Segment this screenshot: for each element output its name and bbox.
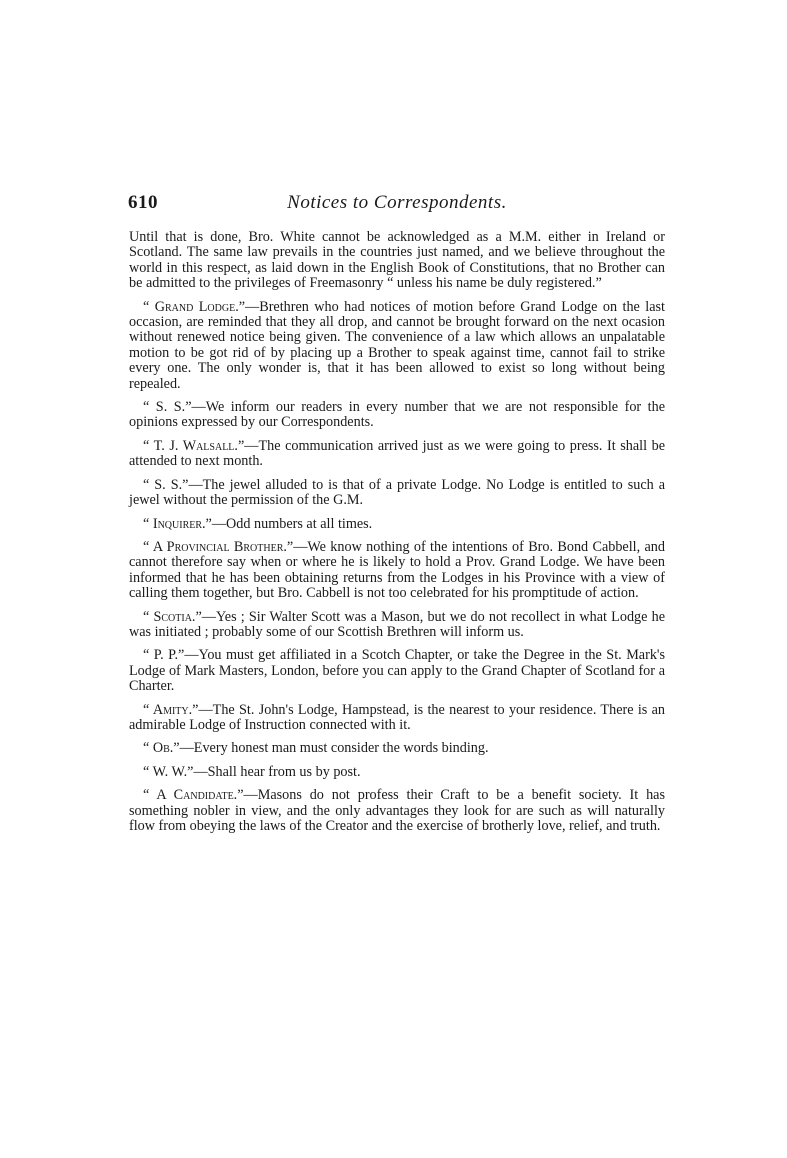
notice-text: —Shall hear from us by post. [193, 763, 361, 780]
notice-heading: “ P. P.” [143, 647, 185, 664]
notice-a-candidate [129, 788, 665, 834]
notice-heading: “ Scotia.” [143, 608, 202, 625]
notice-text: —The St. John's Lodge, Hampstead, is the nearest to your residence. There is an admirable Lodge of Instruction connected with it. [129, 701, 665, 733]
notice-w-w [129, 765, 665, 780]
notice-text: —We know nothing of the intentions of Bro. Bond Cabbell, and cannot therefore say when or where he is likely to hold a Prov. Grand Lodge. We have been informed that he has been obtaining returns from the Lodges in his Province with a view of calling them together, but Bro. Cabbell is not too celebrated for his promptitude of action. [129, 538, 665, 602]
notice-heading: “ T. J. Walsall.” [143, 437, 245, 454]
notice-heading: “ A Candidate.” [143, 787, 244, 804]
notice-ob [129, 741, 665, 756]
notice-p-p [129, 648, 665, 694]
notice-heading: “ Grand Lodge.” [143, 298, 246, 315]
notice-amity [129, 703, 665, 734]
notice-text: —We inform our readers in every number that we are not responsible for the opinions expressed by our Correspondents. [129, 399, 665, 431]
notice-text: —The jewel alluded to is that of a private Lodge. No Lodge is entitled to such a jewel without the permission of the G.M. [129, 476, 666, 509]
page-number: 610 [128, 192, 158, 213]
paragraph-continuation [129, 230, 665, 292]
notice-text: —Every honest man must consider the words binding. [179, 740, 489, 757]
notice-heading: “ Inquirer.” [143, 515, 212, 532]
notice-text: —Yes ; Sir Walter Scott was a Mason, but we do not recollect in what Lodge he was initiated ; probably some of our Scottish Brethren will inform us. [129, 608, 665, 640]
paragraph-text: Until that is done, Bro. White cannot be acknowledged as a M.M. either in Ireland or Scotland. The same law prevails in the countries just named, and we believe throughout the world in this respect, as laid down in the English Book of Constitutions, that no Brother can be admitted to the privileges of Freemasonry “ unless his name be duly registered.” [129, 229, 665, 292]
notice-text: —Masons do not profess their Craft to be a benefit society. It has something nobler in view, and the only advantages they look for are such as will naturally flow from obeying the laws of the Creator and the exercise of brotherly love, relief, and truth. [129, 787, 665, 834]
notice-scotia [129, 610, 665, 641]
notice-grand-lodge [129, 300, 665, 392]
notice-heading: “ W. W.” [143, 763, 194, 780]
notice-text: —Brethren who had notices of motion before Grand Lodge on the last occasion, are reminded that they all drop, and cannot be brought forward on the next ocasion without renewed notice being given. The convenience of a law which allows an unpalatable motion to be got rid of by placing up a Brother to speak against time, cannot fail to strike every one. The only wonder is, that it has been allowed to exist so long without being repealed. [129, 298, 665, 392]
notice-text: —You must get affiliated in a Scotch Chapter, or take the Degree in the St. Mark's Lodge of Mark Masters, London, before you can apply to the Grand Chapter of Scotland for a Charter. [129, 647, 665, 695]
notice-heading: “ Ob.” [143, 740, 180, 757]
notice-text: —The communication arrived just as we were going to press. It shall be attended to next month. [129, 437, 665, 470]
notice-inquirer [129, 517, 665, 532]
running-title: Notices to Correspondents. [287, 192, 507, 213]
notice-heading: “ A Provincial Brother.” [143, 538, 294, 555]
notice-heading: “ S. S.” [143, 399, 192, 416]
page-header [128, 192, 666, 222]
notice-s-s-jewel [129, 478, 665, 509]
notice-t-j-walsall [129, 439, 665, 470]
notice-heading: “ S. S.” [143, 476, 189, 493]
notices-body [129, 230, 665, 842]
notice-provincial-brother [129, 540, 665, 602]
notice-s-s-responsibility [129, 400, 665, 431]
notice-heading: “ Amity.” [143, 701, 199, 718]
notice-text: —Odd numbers at all times. [211, 515, 373, 532]
